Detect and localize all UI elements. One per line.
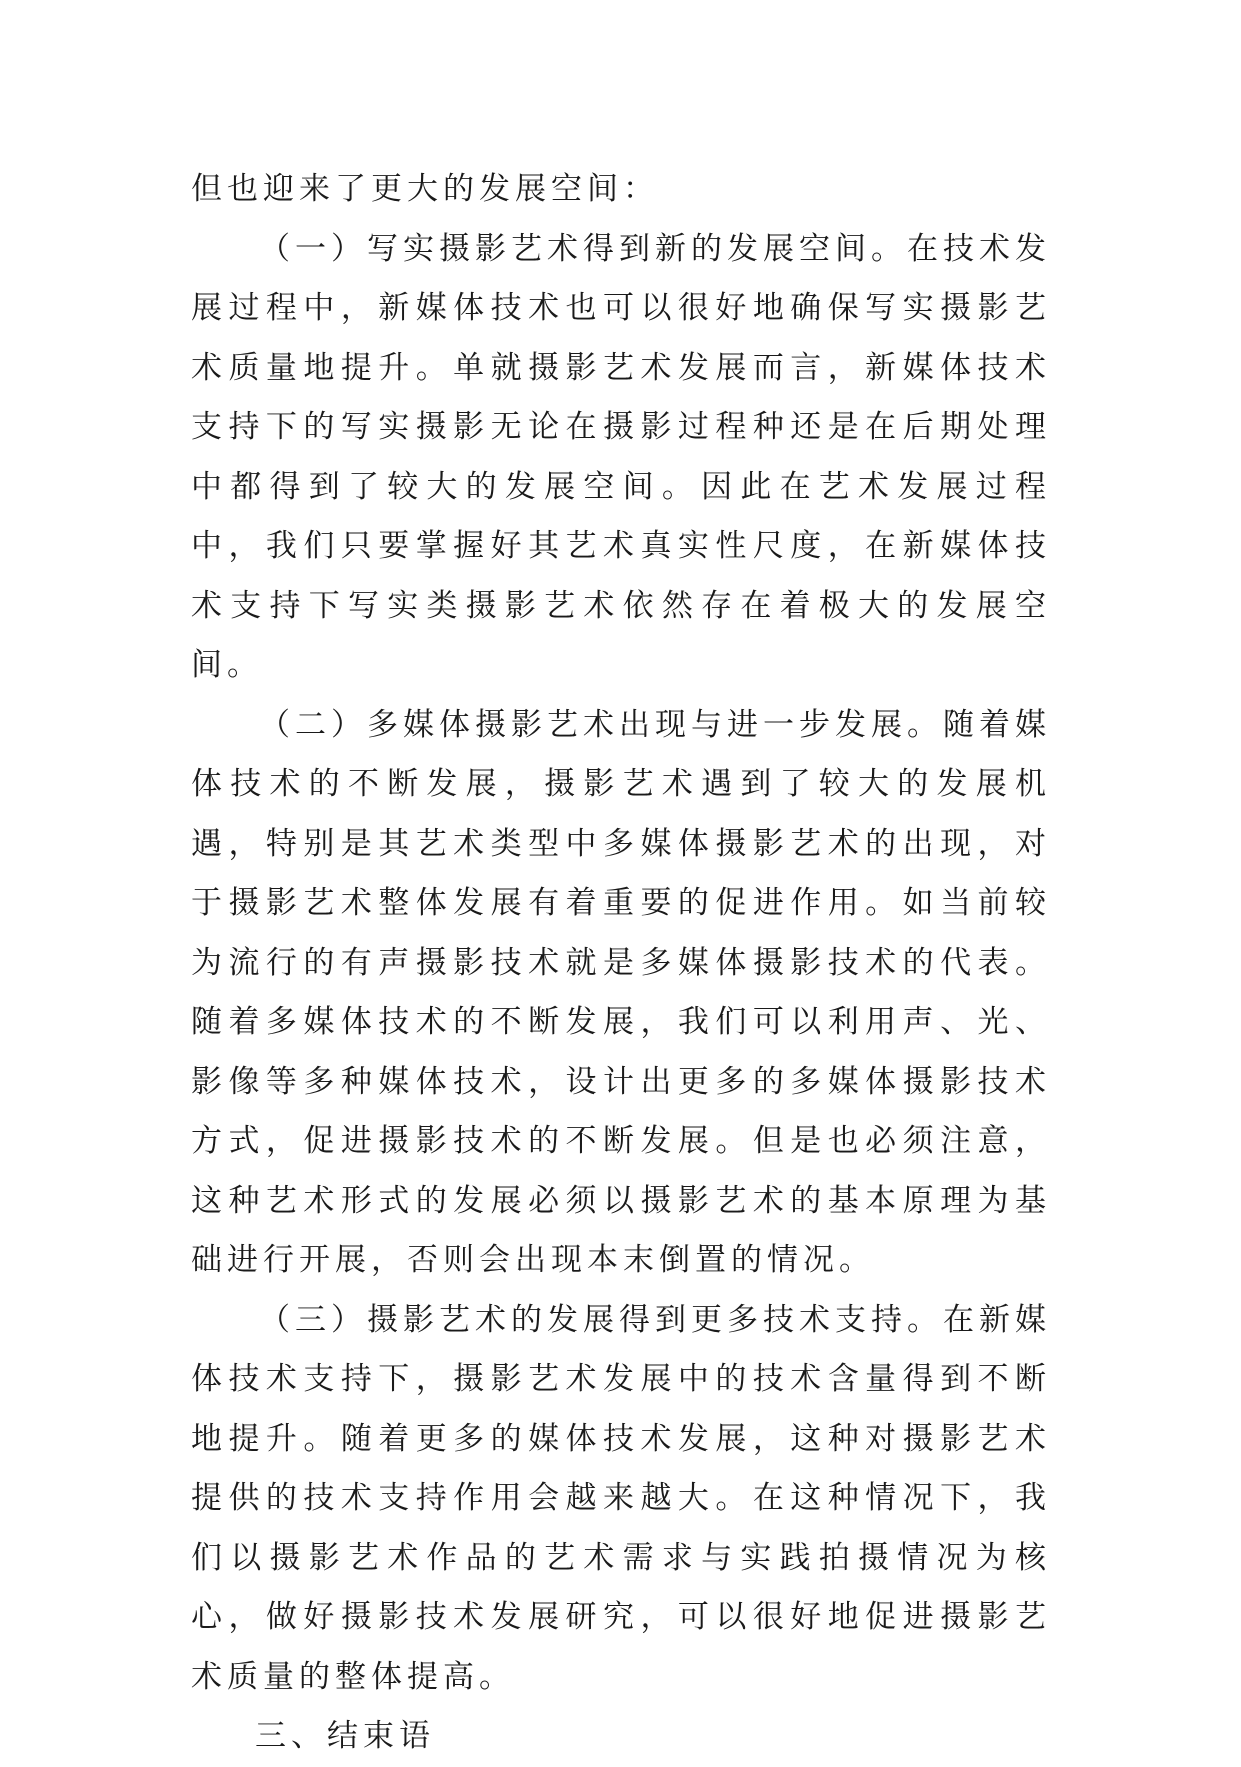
paragraph-continuation: 但也迎来了更大的发展空间： bbox=[191, 171, 659, 207]
section-heading-conclusion: 三、结束语 bbox=[255, 1718, 435, 1754]
paragraph-point-one: （一）写实摄影艺术得到新的发展空间。在技术发展过程中，新媒体技术也可以很好地确保写实摄影艺术质量地提升。单就摄影艺术发展而言，新媒体技术支持下的写实摄影无论在摄影过程种还是在后期处理中都得到了较大的发展空间。因此在艺术发展过程中，我们只要掌握好其艺术真实性尺度，在新媒体技术支持下写实类摄影艺术依然存在着极大的发展空间。 bbox=[191, 230, 1051, 683]
document-body bbox=[191, 160, 1051, 1767]
paragraph-point-three: （三）摄影艺术的发展得到更多技术支持。在新媒体技术支持下，摄影艺术发展中的技术含量得到不断地提升。随着更多的媒体技术发展，这种对摄影艺术提供的技术支持作用会越来越大。在这种情况下，我们以摄影艺术作品的艺术需求与实践拍摄情况为核心，做好摄影技术发展研究，可以很好地促进摄影艺术质量的整体提高。 bbox=[191, 1301, 1051, 1695]
paragraph-point-two: （二）多媒体摄影艺术出现与进一步发展。随着媒体技术的不断发展，摄影艺术遇到了较大的发展机遇，特别是其艺术类型中多媒体摄影艺术的出现，对于摄影艺术整体发展有着重要的促进作用。如当前较为流行的有声摄影技术就是多媒体摄影技术的代表。随着多媒体技术的不断发展，我们可以利用声、光、影像等多种媒体技术，设计出更多的多媒体摄影技术方式，促进摄影技术的不断发展。但是也必须注意，这种艺术形式的发展必须以摄影艺术的基本原理为基础进行开展，否则会出现本末倒置的情况。 bbox=[191, 706, 1051, 1278]
